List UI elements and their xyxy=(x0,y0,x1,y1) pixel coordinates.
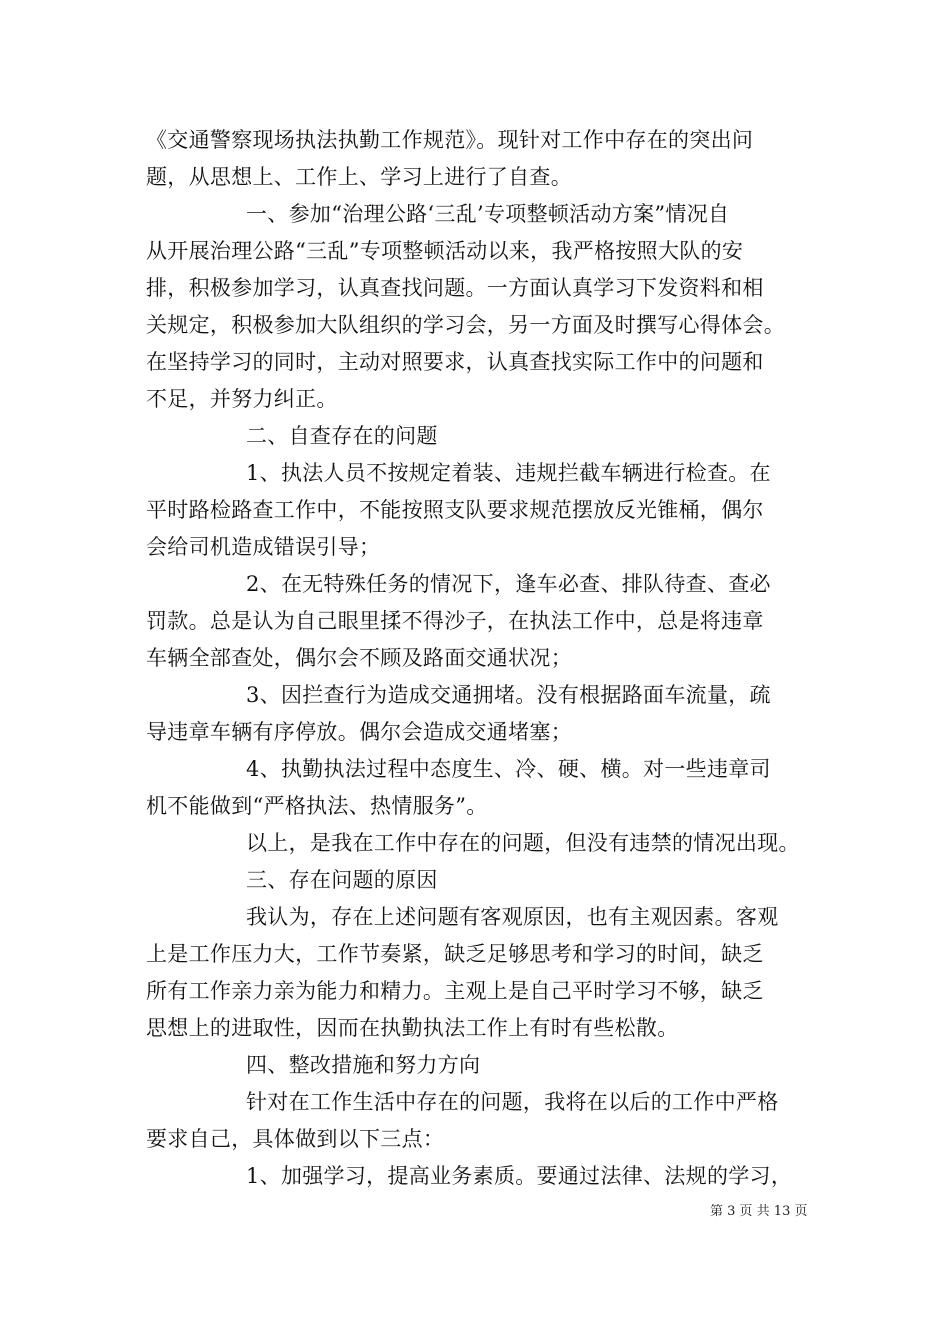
paragraph-start: 以上，是我在工作中存在的问题，但没有违禁的情况出现。 xyxy=(246,831,800,855)
text-line: 上是工作压力大，工作节奏紧，缺乏足够思考和学习的时间，缺乏 xyxy=(146,942,764,966)
section-heading: 四、整改措施和努力方向 xyxy=(246,1053,481,1077)
list-item-start: 2、在无特殊任务的情况下，逢车必查、排队待查、查必 xyxy=(246,572,771,596)
list-item-start: 1、执法人员不按规定着装、违规拦截车辆进行检查。在 xyxy=(246,461,771,485)
text-line: 车辆全部查处，偶尔会不顾及路面交通状况； xyxy=(146,646,572,670)
text-line: 机不能做到“严格执法、热情服务”。 xyxy=(146,794,488,818)
list-item-start: 4、执勤执法过程中态度生、冷、硬、横。对一些违章司 xyxy=(246,757,771,781)
text-line: 罚款。总是认为自己眼里揉不得沙子，在执法工作中，总是将违章 xyxy=(146,609,764,633)
text-line: 会给司机造成错误引导； xyxy=(146,535,381,559)
text-line: 排，积极参加学习，认真查找问题。一方面认真学习下发资料和相 xyxy=(146,276,764,300)
section-heading: 二、自查存在的问题 xyxy=(246,424,438,448)
text-line: 所有工作亲力亲为能力和精力。主观上是自己平时学习不够，缺乏 xyxy=(146,979,764,1003)
text-line: 导违章车辆有序停放。偶尔会造成交通堵塞； xyxy=(146,720,572,744)
text-line: 关规定，积极参加大队组织的学习会，另一方面及时撰写心得体会。 xyxy=(146,313,785,337)
list-item-start: 1、加强学习，提高业务素质。要通过法律、法规的学习， xyxy=(246,1164,793,1188)
text-line: 要求自己，具体做到以下三点： xyxy=(146,1127,445,1151)
text-line: 不足，并努力纠正。 xyxy=(146,387,338,411)
section-heading: 一、参加“治理公路‘三乱’专项整顿活动方案”情况自 xyxy=(246,202,730,226)
page-number: 第 3 页 共 13 页 xyxy=(710,1204,808,1219)
text-line: 平时路检路查工作中，不能按照支队要求规范摆放反光锥桶，偶尔 xyxy=(146,498,764,522)
text-line: 思想上的进取性，因而在执勤执法工作上有时有些松散。 xyxy=(146,1016,679,1040)
text-line: 从开展治理公路“三乱”专项整顿活动以来，我严格按照大队的安 xyxy=(146,239,744,263)
paragraph-start: 针对在工作生活中存在的问题，我将在以后的工作中严格 xyxy=(246,1090,779,1114)
list-item-start: 3、因拦查行为造成交通拥堵。没有根据路面车流量，疏 xyxy=(246,683,771,707)
paragraph-start: 我认为，存在上述问题有客观原因，也有主观因素。客观 xyxy=(246,905,779,929)
section-heading: 三、存在问题的原因 xyxy=(246,868,438,892)
text-line: 题，从思想上、工作上、学习上进行了自查。 xyxy=(146,165,572,189)
text-line: 《交通警察现场执法执勤工作规范》。现针对工作中存在的突出问 xyxy=(146,128,754,152)
text-line: 在坚持学习的同时，主动对照要求，认真查找实际工作中的问题和 xyxy=(146,350,764,374)
